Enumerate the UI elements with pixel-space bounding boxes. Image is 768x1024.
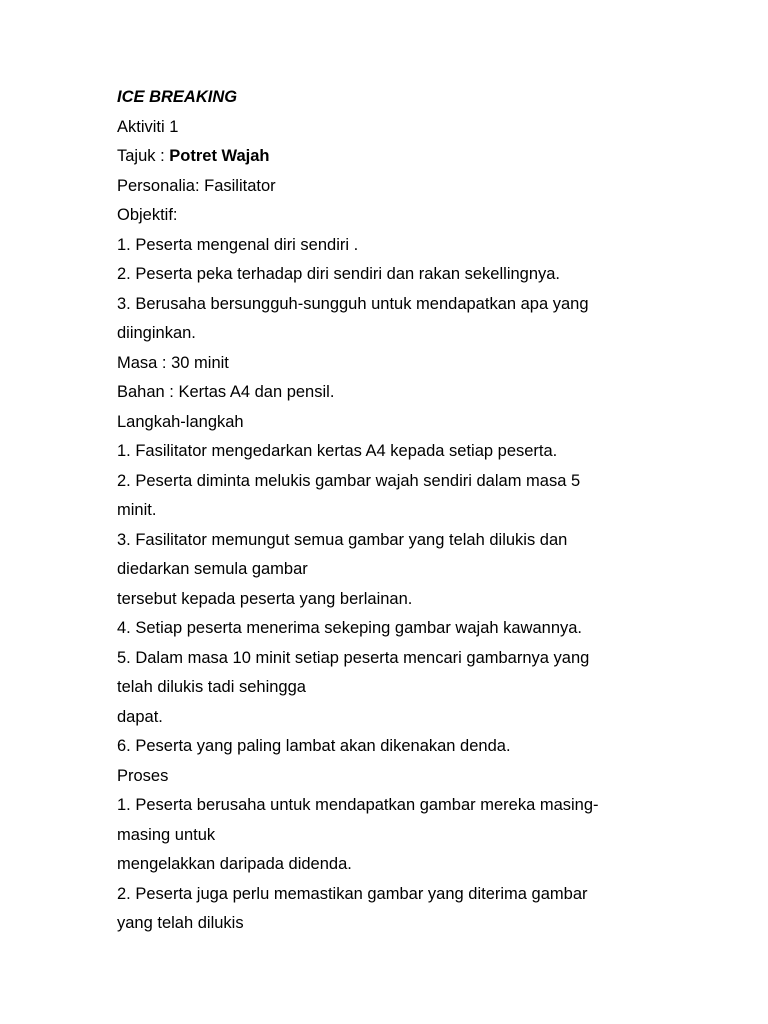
objektif-line: 3. Berusaha bersungguh-sungguh untuk mendapatkan apa yang bbox=[117, 294, 589, 313]
langkah-line: 1. Fasilitator mengedarkan kertas A4 kepada setiap peserta. bbox=[117, 442, 558, 460]
document-page bbox=[117, 83, 677, 939]
tajuk-label: Tajuk : bbox=[117, 147, 170, 165]
langkah-line: dapat. bbox=[117, 707, 163, 726]
langkah-line: 6. Peserta yang paling lambat akan dikenakan denda. bbox=[117, 737, 511, 755]
bahan-line: Bahan : Kertas A4 dan pensil. bbox=[117, 383, 335, 401]
objektif-line: diinginkan. bbox=[117, 324, 196, 342]
langkah-line: telah dilukis tadi sehingga bbox=[117, 678, 306, 696]
document-title: ICE BREAKING bbox=[117, 88, 238, 106]
langkah-line: 4. Setiap peserta menerima sekeping gambar wajah kawannya. bbox=[117, 619, 583, 637]
langkah-line: tersebut kepada peserta yang berlainan. bbox=[117, 589, 413, 608]
langkah-line: 5. Dalam masa 10 minit setiap peserta mencari gambarnya yang bbox=[117, 648, 590, 667]
tajuk-line bbox=[117, 142, 677, 172]
proses-line: mengelakkan daripada didenda. bbox=[117, 855, 352, 873]
langkah-line: minit. bbox=[117, 501, 157, 519]
personalia-line: Personalia: Fasilitator bbox=[117, 176, 276, 195]
proses-heading: Proses bbox=[117, 766, 169, 785]
objektif-heading: Objektif: bbox=[117, 206, 178, 224]
proses-line: 2. Peserta juga perlu memastikan gambar yang diterima gambar bbox=[117, 884, 588, 903]
proses-line: 1. Peserta berusaha untuk mendapatkan gambar mereka masing- bbox=[117, 796, 599, 814]
proses-line: yang telah dilukis bbox=[117, 914, 244, 932]
activity-label: Aktiviti 1 bbox=[117, 117, 179, 136]
langkah-line: 2. Peserta diminta melukis gambar wajah sendiri dalam masa 5 bbox=[117, 471, 581, 490]
objektif-line: 1. Peserta mengenal diri sendiri . bbox=[117, 235, 359, 254]
langkah-line: 3. Fasilitator memungut semua gambar yang telah dilukis dan bbox=[117, 530, 568, 549]
objektif-line: 2. Peserta peka terhadap diri sendiri dan rakan sekellingnya. bbox=[117, 265, 561, 283]
langkah-line: diedarkan semula gambar bbox=[117, 560, 308, 578]
proses-line: masing untuk bbox=[117, 825, 216, 844]
tajuk-value: Potret Wajah bbox=[169, 147, 270, 165]
langkah-heading: Langkah-langkah bbox=[117, 412, 244, 431]
masa-line: Masa : 30 minit bbox=[117, 353, 229, 372]
